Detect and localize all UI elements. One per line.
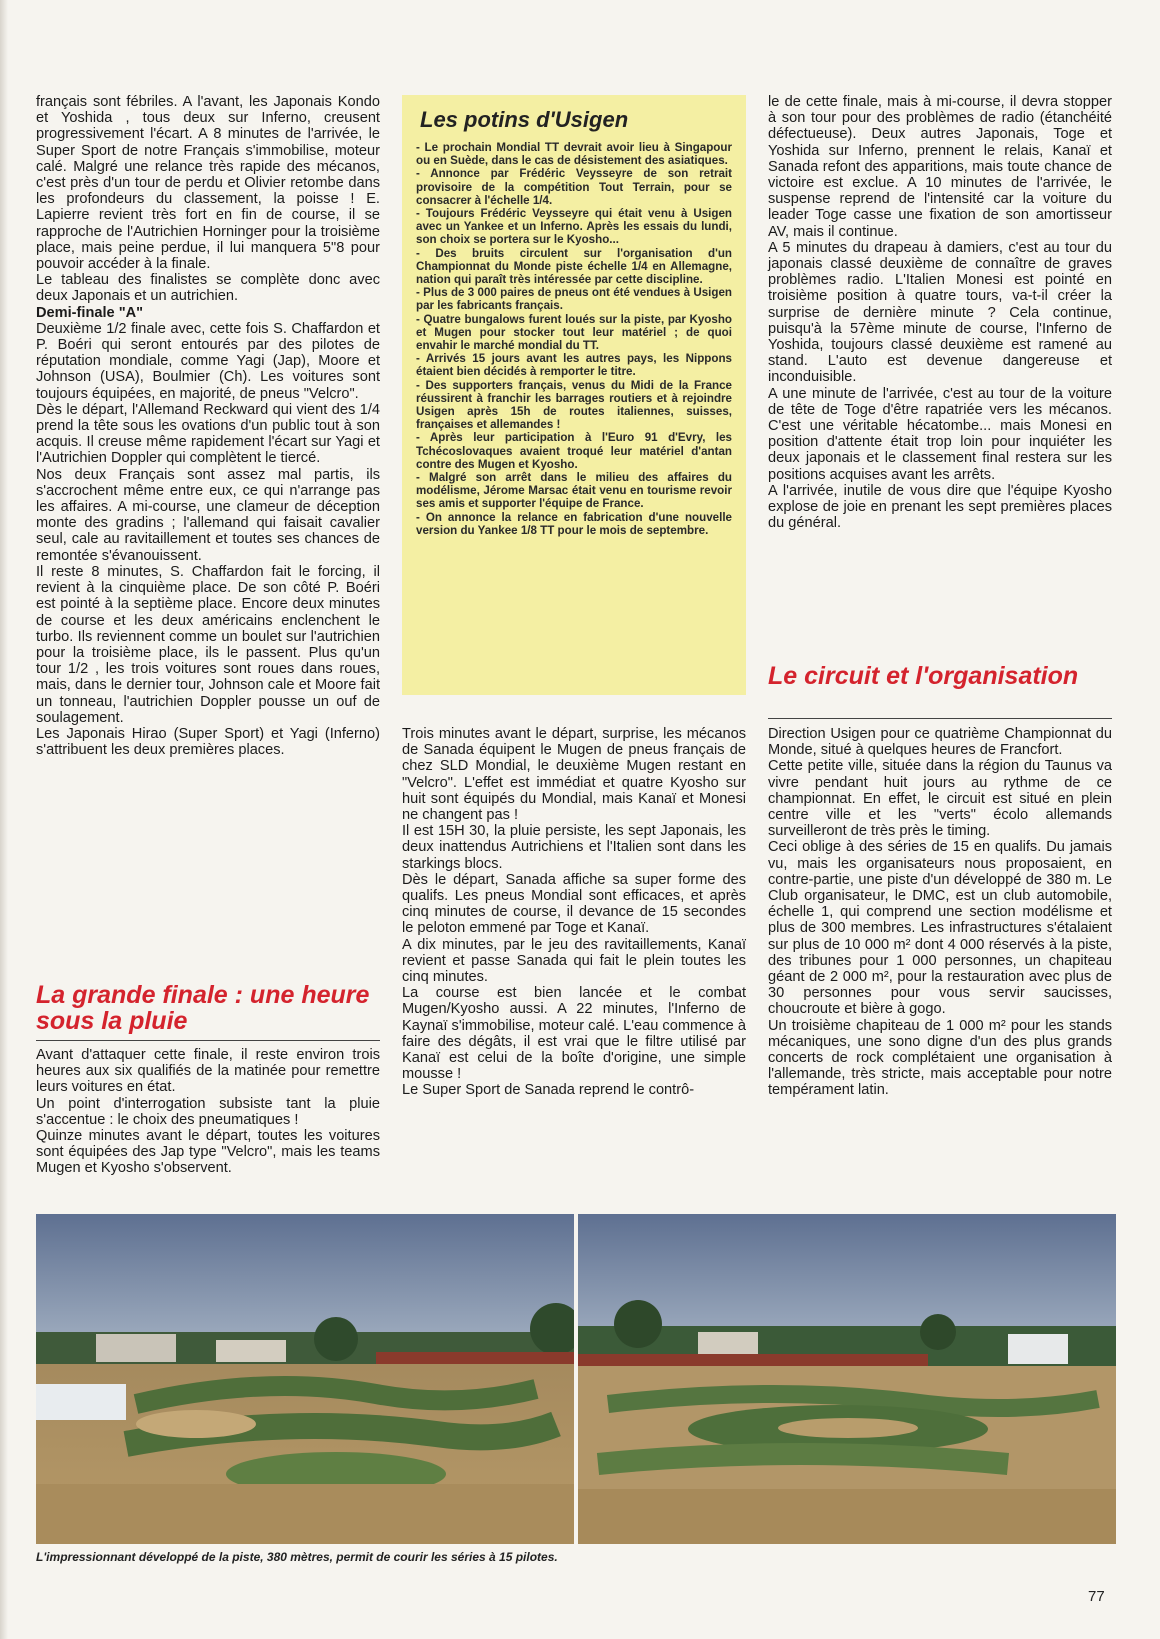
paragraph: Il est 15H 30, la pluie persiste, les sept Japonais, les deux inattendus Autrichiens et l'Italien sont dans les starkings blocs. — [402, 823, 746, 872]
paragraph: A une minute de l'arrivée, c'est au tour de la voiture de tête de Toge d'être rapatriée vers les mécanos. C'est une véritable hécatombe... mais Monesi en position d'attente était trop loin pour inquiéter les deux japonais et le classement final restera sur les positions acquises avant les arrêts. — [768, 385, 1112, 483]
paragraph: Un point d'interrogation subsiste tant la pluie s'accentue : le choix des pneumatiques ! — [36, 1095, 380, 1128]
photo-caption: L'impressionnant développé de la piste, 380 mètres, permit de courir les séries à 15 pilotes. — [36, 1550, 558, 1564]
box-title: Les potins d'Usigen — [420, 107, 629, 132]
column-left — [36, 94, 380, 758]
heading-rule — [768, 718, 1112, 719]
box-item: - On annonce la relance en fabrication d'une nouvelle version du Yankee 1/8 TT pour le mois de septembre. — [416, 510, 732, 537]
box-item: - Des bruits circulent sur l'organisation d'un Championnat du Monde piste échelle 1/4 en Allemagne, nation qui paraît très intéressée par cette discipline. — [416, 246, 732, 287]
box-item: - Arrivés 15 jours avant les autres pays, les Nippons étaient bien décidés à remporter le titre. — [416, 352, 732, 379]
paragraph: Le Super Sport de Sanada reprend le contrô- — [402, 1082, 695, 1099]
paragraph: Dès le départ, l'Allemand Reckward qui vient des 1/4 prend la tête sous les ovations d'un public tout à son acquis. Il creuse même rapidement l'écart sur Yagi et l'Autrichien Doppler qui complètent le tiercé. — [36, 401, 380, 467]
paragraph: Avant d'attaquer cette finale, il reste environ trois heures aux six qualifiés de la matinée pour remettre leurs voitures en état. — [36, 1047, 380, 1096]
paragraph: La course est bien lancée et le combat Mugen/Kyosho aussi. A 22 minutes, l'Inferno de Kaynaï s'immobilise, moteur calé. L'eau commence à faire des dégâts, il est vrai que le filtre utilisé par Kanaï est celui de la boîte d'origine, une simple mousse ! — [402, 985, 746, 1083]
paragraph: Trois minutes avant le départ, surprise, les mécanos de Sanada équipent le Mugen de pneus français de chez SLD Mondial, le deuxième Mugen restant en "Velcro". L'effet est immédiat et quatre Kyosho sur huit sont équipés du Mondial, mais Kanaï et Monesi ne changent pas ! — [402, 726, 746, 824]
paragraph: Dès le départ, Sanada affiche sa super forme des qualifs. Les pneus Mondial sont efficaces, et après cinq minutes de course, il devance de 15 secondes le peloton emmené par Toge et Kanaï. — [402, 871, 746, 937]
box-item: - Des supporters français, venus du Midi de la France réussirent à franchir les barrages routiers et à rejoindre Usigen après 15h de routes italiennes, suisses, françaises et allemandes ! — [416, 378, 732, 432]
page-edge — [0, 0, 8, 1639]
column-right-bottom — [768, 726, 1112, 1099]
column-right — [768, 94, 1112, 531]
heading-rule — [36, 1040, 380, 1041]
box-item: - Malgré son arrêt dans le milieu des affaires du modélisme, Jérome Marsac était venu en tourisme revoir ses amis et supporter l'équipe de France. — [416, 471, 732, 511]
paragraph: Nos deux Français sont assez mal partis, ils s'accrochent même entre eux, ce qui n'arrange pas les affaires. A mi-course, une clameur de déception monte des gradins ; l'allemand qui faisait cavalier seul, cale au ravitaillement et toutes ses chances de remontée s'évanouissent. — [36, 466, 380, 564]
sidebar-box-potins — [402, 95, 746, 695]
paragraph: français sont fébriles. A l'avant, les Japonais Kondo et Yoshida , tous deux sur Inferno, creusent progressivement l'écart. A 8 minutes de l'arrivée, le Super Sport de notre Français s'immobilise, moteur calé. Malgré une relance très rapide des mécanos, c'est près d'un tour de perdu et Olivier retombe dans les profondeurs du classement, la poisse ! E. Lapierre revient très fort en fin de course, il se rapproche de l'Autrichien Horninger pour la troisième place, mais peine perdue, il lui manquera 5"8 pour pouvoir accéder à la finale. — [36, 94, 380, 273]
box-item: - Quatre bungalows furent loués sur la piste, par Kyosho et Mugen pour stocker tout leur matériel ; de quoi envahir le marché mondial du TT. — [416, 312, 732, 353]
paragraph: A dix minutes, par le jeu des ravitaillements, Kanaï revient et passe Sanada qui fait le plein toutes les cinq minutes. — [402, 936, 746, 986]
paragraph: Quinze minutes avant le départ, toutes les voitures sont équipées des Jap type "Velcro", mais les teams Mugen et Kyosho s'observent. — [36, 1128, 380, 1177]
column-middle — [402, 726, 746, 1099]
section-heading-finale: La grande finale : une heure sous la pluie — [36, 981, 370, 1035]
track-photo-left — [36, 1214, 574, 1544]
box-item: - Toujours Frédéric Veysseyre qui était venu à Usigen avec un Yankee et un Inferno. Après les essais du lundi, son choix se portera sur le Kyosho... — [416, 207, 732, 247]
track-photo-right — [578, 1214, 1116, 1544]
box-items — [416, 141, 732, 537]
paragraph: Les Japonais Hirao (Super Sport) et Yagi (Inferno) s'attribuent les deux premières places. — [36, 725, 380, 759]
paragraph: Un troisième chapiteau de 1 000 m² pour les stands mécaniques, une sono digne d'un des plus grands concerts de rock complétaient une organisation à l'allemande, très stricte, mais acceptable pour notre tempérament latin. — [768, 1017, 1112, 1099]
section-heading-circuit: Le circuit et l'organisation — [768, 662, 1079, 690]
box-item: - Annonce par Frédéric Veysseyre de son retrait provisoire de la compétition Tout Terrain, pour se consacrer à l'échelle 1/4. — [416, 167, 732, 207]
paragraph: Il reste 8 minutes, S. Chaffardon fait le forcing, il revient à la cinquième place. De son côté P. Boéri est pointé à la septième place. Encore deux minutes de course et les deux américains enclenchent le turbo. Ils reviennent comme un boulet sur l'autrichien pour la troisième place, ils le passent. Plus qu'un tour 1/2 , les trois voitures sont roues dans roues, mais, dans le dernier tour, Johnson cale et Moore fait un tonneau, l'autrichien Doppler pousse un ouf de soulagement. — [36, 563, 380, 726]
box-item: - Le prochain Mondial TT devrait avoir lieu à Singapour ou en Suède, dans le cas de désistement des asiatiques. — [416, 141, 732, 168]
paragraph: A 5 minutes du drapeau à damiers, c'est au tour du japonais classé deuxième de connaître de graves problèmes radio. L'Italien Monesi est pointé en troisième position à quatre tours, va-t-il créer la surprise de dernière minute ? Cela continue, puisqu'à la 57ème minute de course, l'Inferno de Yoshida, toujours classé deuxième est ramené au stand. L'auto est devenue dangereuse et inconduisible. — [768, 239, 1112, 386]
page-number: 77 — [1088, 1588, 1105, 1605]
paragraph: A l'arrivée, inutile de vous dire que l'équipe Kyosho explose de joie en prenant les sept premières places du général. — [768, 482, 1112, 532]
paragraph: le de cette finale, mais à mi-course, il devra stopper à son tour pour des problèmes de radio (étanchéité défectueuse). Deux autres Japonais, Toge et Yoshida sur Inferno, prennent le relais, Kanaï et Sanada refont des apparitions, mais toute chance de victoire est exclue. A 10 minutes de l'arrivée, le suspense reprend de l'intensité car la voiture du leader Toge casse une fixation de son amortisseur AV, mais il continue. — [768, 94, 1112, 240]
column-left-bottom — [36, 1047, 380, 1177]
box-item: - Après leur participation à l'Euro 91 d'Evry, les Tchécoslovaques avaient troqué leur matériel d'antan contre des Mugen et Kyosho. — [416, 431, 732, 471]
paragraph: Direction Usigen pour ce quatrième Championnat du Monde, situé à quelques heures de Francfort. — [768, 726, 1112, 759]
box-item: - Plus de 3 000 paires de pneus ont été vendues à Usigen par les fabricants français. — [416, 286, 732, 313]
subheading-demi-finale: Demi-finale "A" — [36, 304, 144, 321]
paragraph: Ceci oblige à des séries de 15 en qualifs. Du jamais vu, mais les organisateurs nous proposaient, en contre-partie, une piste d'un développé de 380 m. Le Club organisateur, le DMC, est un club automobile, échelle 1, qui comprend une section modélisme et plus de 300 membres. Les infrastructures s'étalaient sur plus de 10 000 m² dont 4 000 réservés à la piste, des tribunes pour 1 000 personnes, un chapiteau géant de 2 000 m², pour la restauration avec plus de 30 personnes pour vous servir saucisses, choucroute et bière à gogo. — [768, 839, 1112, 1018]
paragraph: Le tableau des finalistes se complète donc avec deux Japonais et un autrichien. — [36, 272, 380, 305]
paragraph: Cette petite ville, située dans la région du Taunus va vivre pendant huit jours au rythme de ce championnat. En effet, le circuit est situé en plein centre ville et les "verts" écolo allemands surveilleront de très près le timing. — [768, 758, 1112, 840]
paragraph: Deuxième 1/2 finale avec, cette fois S. Chaffardon et P. Boéri qui seront entourés par des pilotes de réputation mondiale, comme Yagi (Jap), Moore et Johnson (USA), Boulmier (Ch). Les voitures sont toujours équipées, en majorité, de pneus "Velcro". — [36, 320, 380, 402]
